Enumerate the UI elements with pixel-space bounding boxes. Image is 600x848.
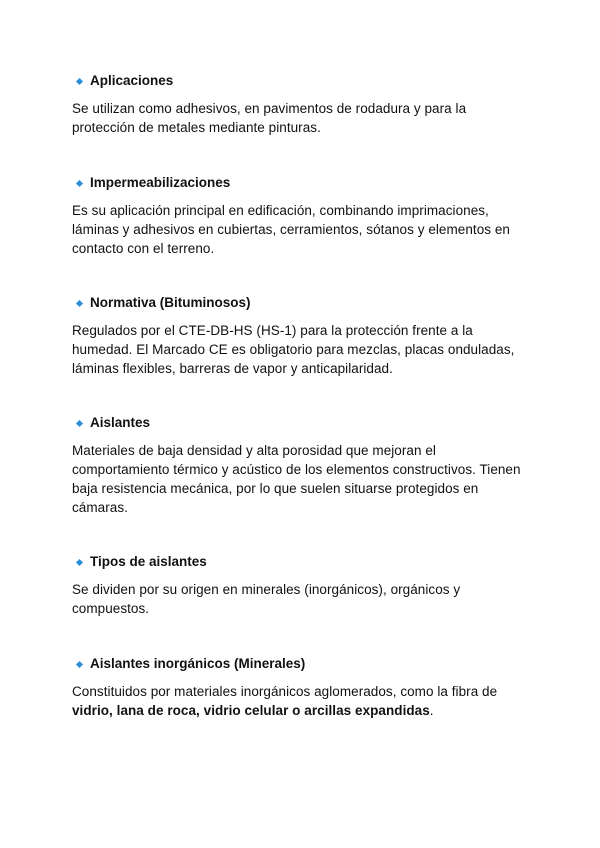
body-text: Constituidos por materiales inorgánicos aglomerados, como la fibra de bbox=[72, 684, 498, 699]
diamond-bullet-icon bbox=[76, 299, 83, 306]
diamond-bullet-icon bbox=[76, 660, 83, 667]
section-body: Regulados por el CTE-DB-HS (HS-1) para la protección frente a la humedad. El Marcado CE es obligatorio para mezclas, placas onduladas, láminas flexibles, barreras de vapor y anticapilaridad. bbox=[72, 323, 515, 376]
section-heading bbox=[76, 414, 532, 432]
section-body bbox=[72, 682, 532, 720]
body-text-end: . bbox=[429, 703, 434, 718]
section-aplicaciones bbox=[72, 72, 532, 137]
section-impermeabilizaciones bbox=[72, 174, 532, 258]
section-tipos-de-aislantes bbox=[72, 553, 532, 618]
section-heading bbox=[76, 655, 532, 673]
heading-text: Normativa (Bituminosos) bbox=[90, 295, 251, 310]
heading-text: Aislantes bbox=[90, 415, 151, 430]
diamond-bullet-icon bbox=[76, 558, 83, 565]
section-body: Se dividen por su origen en minerales (inorgánicos), orgánicos y compuestos. bbox=[72, 582, 461, 616]
section-body: Materiales de baja densidad y alta porosidad que mejoran el comportamiento térmico y acústico de los elementos constructivos. Tienen baja resistencia mecánica, por lo que suelen situarse protegidos en cámaras. bbox=[72, 443, 521, 515]
heading-text: Tipos de aislantes bbox=[90, 554, 207, 569]
diamond-bullet-icon bbox=[76, 419, 83, 426]
heading-text: Aplicaciones bbox=[90, 73, 174, 88]
body-bold-text: vidrio, lana de roca, vidrio celular o arcillas expandidas bbox=[72, 703, 430, 718]
section-normativa bbox=[72, 294, 532, 378]
diamond-bullet-icon bbox=[76, 77, 83, 84]
heading-text: Aislantes inorgánicos (Minerales) bbox=[90, 656, 306, 671]
section-heading bbox=[76, 174, 532, 192]
section-heading bbox=[76, 294, 532, 312]
diamond-bullet-icon bbox=[76, 179, 83, 186]
section-aislantes-inorganicos bbox=[72, 655, 532, 720]
section-body: Se utilizan como adhesivos, en pavimentos de rodadura y para la protección de metales mediante pinturas. bbox=[72, 101, 467, 135]
section-heading bbox=[76, 72, 532, 90]
section-aislantes bbox=[72, 414, 532, 517]
section-heading bbox=[76, 553, 532, 571]
heading-text: Impermeabilizaciones bbox=[90, 175, 231, 190]
section-body: Es su aplicación principal en edificación, combinando imprimaciones, láminas y adhesivos en cubiertas, cerramientos, sótanos y elementos en contacto con el terreno. bbox=[72, 203, 510, 256]
